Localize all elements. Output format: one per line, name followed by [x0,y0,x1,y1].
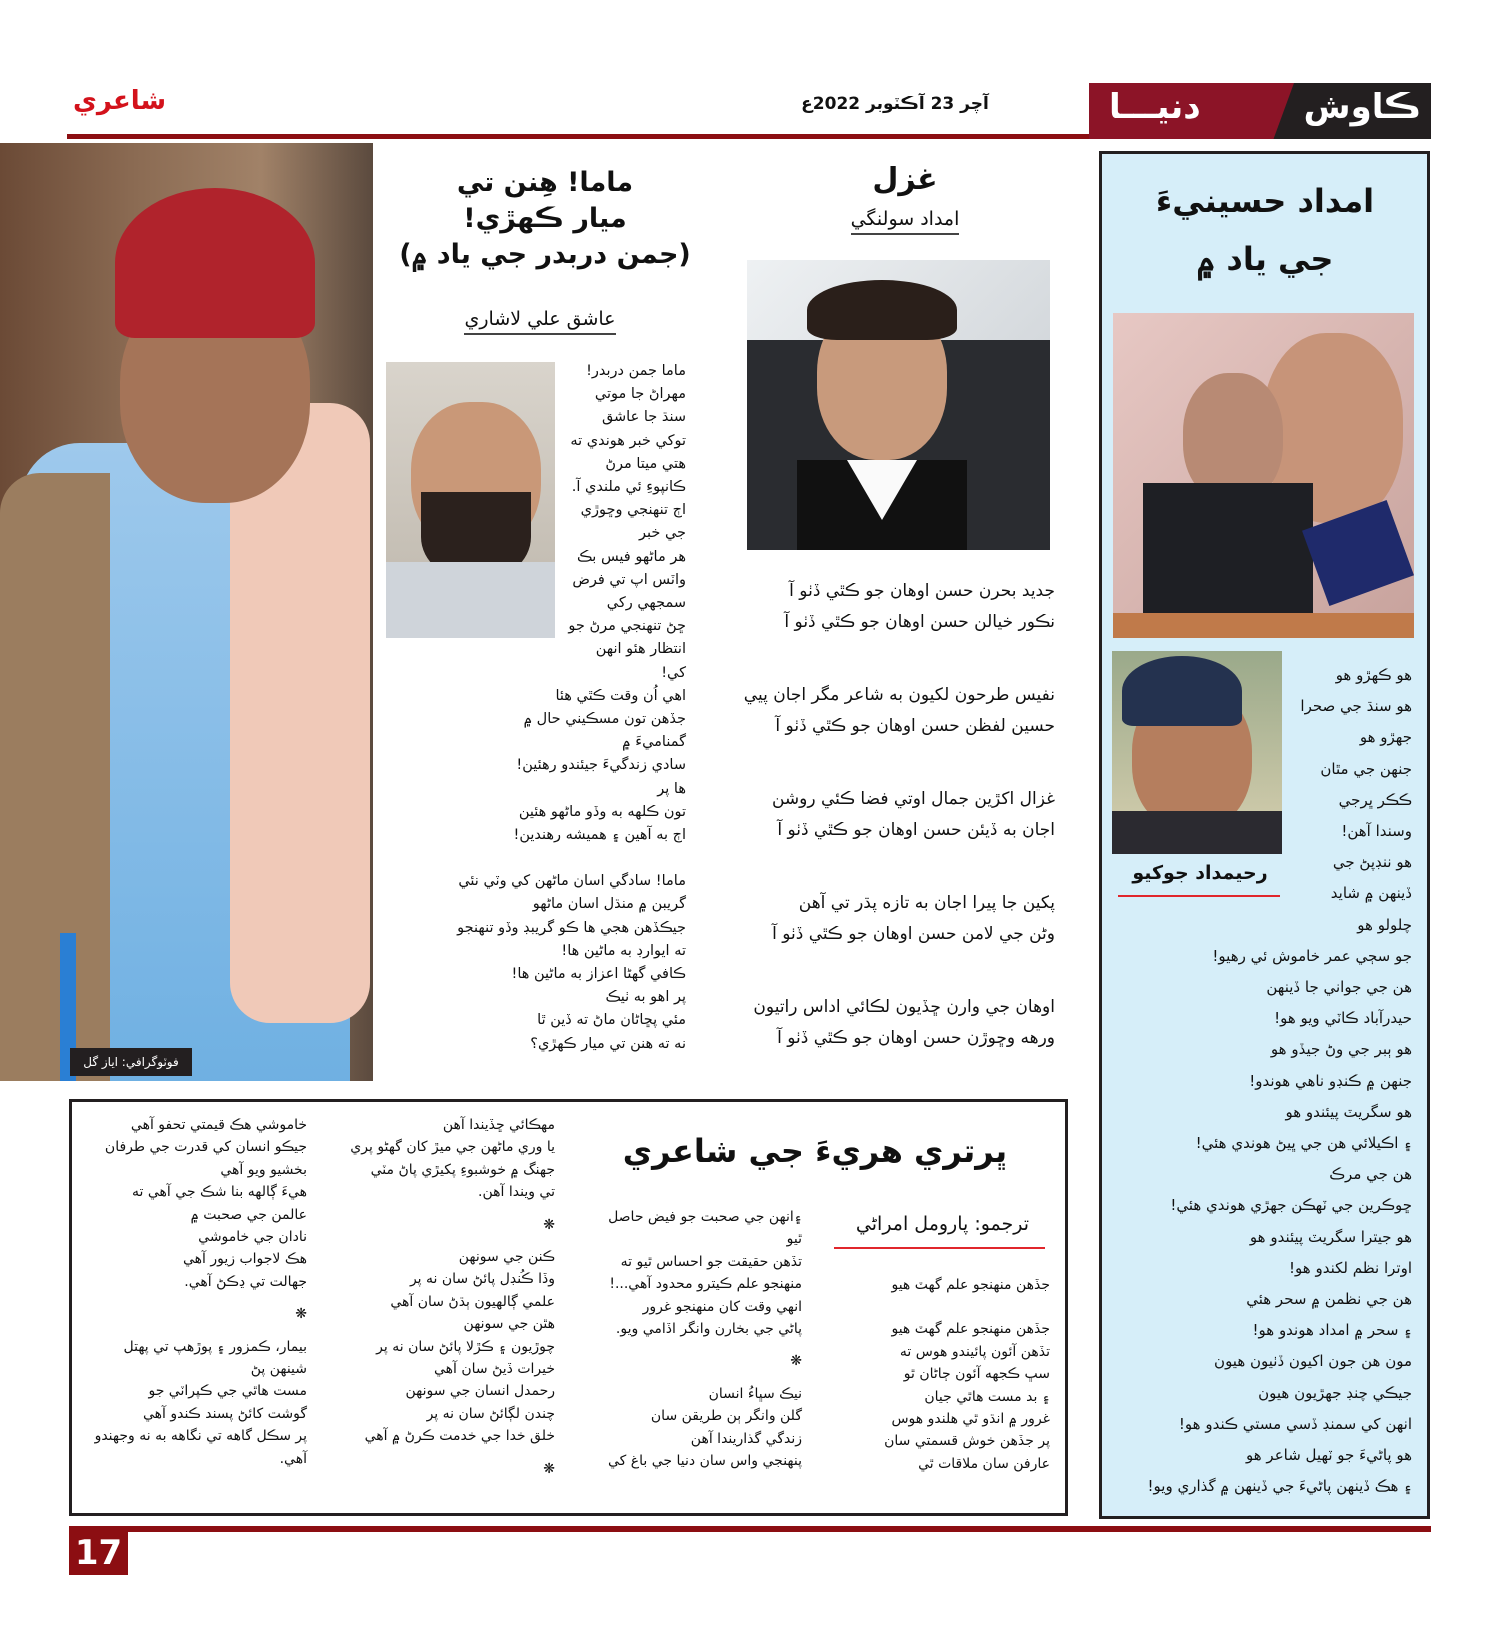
stanza [740,992,1055,1054]
imdad-poem-author: رحيمداد جوکيو [1132,862,1268,884]
poem-line: ۽ سحر ۾ امداد هوندو هو! [1252,1321,1412,1340]
poem-line: نه ته هنن تي ميار ڪهڙي؟ [530,1035,686,1052]
poem-line: جهنگ ۾ خوشبوءِ پکيڙي پاڻ مٽي [370,1161,555,1178]
poem-line: اجان به ڏيئن حسن اوهان جو ڪٿي ڏٺو آ [777,820,1055,840]
poem-line: گمناميءَ ۾ [622,734,686,751]
poem-line: نادان جي خاموشي [198,1229,307,1246]
stanza [820,1274,1050,1296]
poem-line: اوترا نظم لکندو هو! [1289,1258,1412,1277]
poem-line: تون ڪلهه به وڏو ماڻهو هئين [518,803,686,820]
translator-underline [834,1247,1045,1249]
bhartrihari-col2 [590,1206,802,1472]
imdad-title-line2: جي ياد ۾ [1196,240,1334,278]
poem-line: حسين لفظن حسن اوهان جو ڪٿي ڏٺو آ [775,716,1055,736]
stanza [1112,660,1412,1502]
poem-line: مون هن جون اکيون ڏٺيون هيون [1214,1352,1412,1371]
stanza [590,1206,802,1340]
poem-line: وڏا ڪُنڊل پائڻ سان نه پر [409,1271,555,1288]
poem-line: ۽ اڪيلائي هن جي ڀيڻ هوندي هئي! [1195,1134,1412,1153]
poem-line: انهي وقت کان منهنجو غرور [642,1298,802,1315]
poem-line: عالمن جي صحبت ۾ [190,1206,307,1223]
poem-line: جڏهن منهنجو علم گهٽ هيو [891,1277,1050,1293]
poem-line: انهن کي سمنڊ ڏسي مستي ڪندو هو! [1178,1414,1412,1433]
bhartrihari-title: ڀرتري هريءَ جي شاعري [622,1132,1008,1170]
poem-line: علمي ڳالهيون ٻڌڻ سان آهي [390,1293,555,1310]
poem-line: هو پاڻيءَ جو ٽهيل شاعر هو [1246,1446,1412,1465]
poem-line: مهڪائي ڇڏيندا آهن [442,1117,555,1133]
poem-line: حيدرآباد ڪاٽي ويو هو! [1274,1009,1412,1028]
poem-line: پکين جا پيرا اجان به تازه پڌر تي آهن [798,893,1055,913]
poem-line: ڪڪر ڀرجي [1338,790,1412,809]
poem-line: گوشت کائڻ پسند ڪندو آهي [142,1405,307,1422]
stanza-separator-icon: ❋ [543,1216,555,1233]
poem-line: واٽس اپ تي فرض [572,571,686,588]
bhartrihari-col1 [820,1274,1050,1475]
footer-divider [69,1526,1431,1532]
mama-title-line3: (جمن دربدر جي ياد ۾) [399,239,691,270]
poem-line: ڪافي گهڻا اعزاز به ماڻين ها! [511,966,686,983]
poem-line: وسندا آهن! [1341,822,1412,841]
poem-line: ته ايوارڊ به ماڻين ها! [561,942,686,959]
stanza [740,784,1055,846]
poem-line: هيءَ ڳالهه بنا شڪ جي آهي ته [131,1184,307,1201]
poem-line: نڪور خيالن حسن اوهان جو ڪٿي ڏٺو آ [784,612,1055,632]
poem-line: هو ننڊپڻ جي [1332,853,1412,872]
stanza [590,1383,802,1473]
poem-line: اهي اُن وقت ڪٿي هئا [555,687,686,704]
poem-line: ورهه وڇوڙن حسن اوهان جو ڪٿي ڏٺو آ [777,1028,1055,1048]
poem-line: عارفن سان ملاقات ٿي [918,1455,1050,1472]
imdad-hussaini-photo [1113,313,1414,638]
poem-line: هن جي نظمن ۾ سحر هئي [1246,1290,1412,1309]
mama-title-line2: ميار ڪهڙي! [463,203,627,234]
poem-line: ڇوڪرين جي ٽهڪن جهڙي هوندي هئي! [1170,1196,1412,1215]
poem-line: شينهن پڻ [250,1361,307,1378]
poem-line: خلق خدا جي خدمت ڪرڻ ۾ آهي [364,1428,555,1445]
poem-line: منهنجو علم ڪيترو محدود آهي...! [609,1276,802,1293]
stanza [340,1246,555,1448]
poem-line: هو ٻبر جي وڻ جيڏو هو [1270,1040,1412,1059]
poem-line: ماما! سادگي اسان ماڻهن کي وٽي نئي [458,873,686,890]
poem-line: پر اهو به ٺيڪ [605,989,686,1006]
imdad-poem-body [1112,660,1412,1502]
poem-line: ٿيو [786,1231,802,1248]
poem-line: جنهن ۾ ڪنڊو ناهي هوندو! [1249,1071,1412,1090]
poem-line: سادي زندگيءَ جيئندو رهئين! [516,757,686,774]
bhartrihari-col4 [90,1114,307,1470]
poem-line: ۽ هڪ ڏينهن پاڻيءَ جي ڏينهن ۾ گذاري ويو! [1147,1477,1412,1496]
poem-line: اڄ تنهنجي وڇوڙي [580,502,686,519]
poem-line: ها پر [657,780,686,797]
poem-line: اڄ به آهين ۽ هميشه رهندين! [513,827,686,844]
poem-line: خيرات ڏيڻ سان آهي [433,1361,555,1378]
poem-line: ۽انهن جي صحبت جو فيض حاصل [608,1209,802,1225]
masthead-kawish: ڪاوش [1303,87,1421,127]
poem-line: خاموشي هڪ قيمتي تحفو آهي [130,1117,307,1133]
poem-line: ڪانپوءِ ئي ملندي آ. [571,479,686,496]
poem-line: جهڙو هو [1359,728,1412,747]
poem-line: جي خبر [639,525,686,542]
poem-line: ڪنن جي سونهن [458,1249,555,1266]
poem-line: هن جي مرڪ [1329,1165,1412,1184]
mama-author: عاشق علي لاشاري [440,308,640,330]
mama-title-line1: ماما! هِنن تي [456,167,634,198]
poem-line: غزال اکڙين جمال اوتي فضا ڪئي روشن [771,789,1055,809]
mama-poem-body [440,360,686,1079]
poem-line: بخشيو ويو آهي [220,1161,307,1178]
poem-line: توکي خبر هوندي ته [570,432,686,449]
section-title: شاعري [73,86,167,116]
poem-line: چوڙيون ۽ ڪڙلا پائڻ سان نه پر [376,1338,555,1355]
poem-line: جيڪڏهن هجي ها ڪو گريبڊ وڏو تنهنجو [457,919,686,936]
translator-credit: ترجمو: پارومل امراڻي [855,1213,1030,1235]
stanza-separator-icon: ❋ [543,1460,555,1477]
poem-line: هن جي جواني جا ڏينهن [1266,978,1412,997]
header-divider [67,134,1089,139]
bhartrihari-col3 [340,1114,555,1490]
poem-line: تڏهن حقيقت جو احساس ٿيو ته [620,1253,802,1270]
stanza [740,576,1055,638]
page-number: 17 [69,1531,128,1575]
stanza [340,1114,555,1204]
poem-line: تڏهن آئون پائيندو هوس ته [899,1343,1050,1360]
poem-line: ۽ بد مست هاٿي جيان [924,1388,1050,1405]
poem-line: سمجهي رکي [606,595,686,612]
poem-line: پر سڪل گاهه تي نگاهه به نه وجهندو [94,1428,307,1445]
imdad-title [1105,172,1425,288]
poem-line: نفيس طرحون لکيون به شاعر مگر اجان پيي [743,685,1055,705]
stanza [820,1318,1050,1475]
poem-line: سنڌ جا عاشق [601,409,686,426]
author-imdad-soomro-photo [747,260,1050,550]
stanza [440,870,686,1056]
stanza-separator-icon: ❋ [790,1353,802,1370]
poem-line: ڇڻ تنهنجي مرڻ جو [568,618,686,635]
poem-line: پنهنجي واس سان دنيا جي باغ کي [607,1453,802,1470]
poem-line: چندن لڳائڻ سان نه پر [426,1405,555,1422]
poem-line: پر جڏهن خوش قسمتي سان [884,1433,1050,1450]
poem-line: هو جيترا سگريٽ پيئندو هو [1249,1227,1412,1246]
poem-line: رحمدل انسان جي سونهن [405,1383,555,1400]
poem-line: سڀ ڪجهه آئون ڄاڻان ٿو [903,1366,1050,1383]
poem-line: پاڻي جي بخارن وانگر اڏامي ويو. [615,1321,802,1338]
stanza-separator-icon: ❋ [295,1306,307,1323]
poem-line: هو سگريٽ پيئندو هو [1285,1102,1412,1121]
poem-line: گريبن ۾ منڌل اسان ماڻهو [532,896,686,913]
poem-line: مست هاٿي جي ڪپراٽي جو [148,1383,307,1400]
poem-line: مئي پڇاڻان ماڻ ته ڏين ٿا [537,1012,686,1029]
stanza [90,1336,307,1470]
poem-line: جهالت تي ڍڪڻ آهي. [184,1273,307,1290]
imdad-title-line1: امداد حسينيءَ [1155,182,1375,220]
poem-line: چلولو هو [1357,915,1412,934]
poem-line: انتظار هئو انهن [595,641,686,658]
ghazal-title: غزل [872,162,938,197]
masthead-dunya: دنيـــا [1109,87,1201,127]
poem-line: غرور ۾ انڌو ٿي هلندو هوس [891,1411,1050,1428]
poem-line: مهراڻ جا موتي [594,386,686,403]
poem-line: گلن وانگر ٻن طريقن سان [650,1408,802,1425]
poem-line: هو ڪهڙو هو [1335,666,1412,684]
poem-line: هتي ميتا مرڻ [605,455,686,472]
ghazal-body [740,576,1055,1096]
stanza [740,888,1055,950]
poem-line: تي ويندا آهن. [478,1184,555,1201]
poem-line: آهي. [279,1450,307,1467]
poem-line: اوهان جي وارن ڇڏيون لڪائي اداس راتيون [753,997,1055,1017]
photo-credit: فوٽوگرافي: اياز گل [70,1048,192,1076]
poem-line: جديد بحرن حسن اوهان جو ڪٿي ڏٺو آ [789,581,1055,601]
poem-line: جيڪو انسان کي قدرت جي طرفان [104,1139,307,1156]
poem-line: هر ماڻهو فيس بڪ [577,548,686,565]
poem-line: بيمار، ڪمزور ۽ پوڙهپ تي پهتل [123,1338,307,1355]
stanza [740,680,1055,742]
mama-poem-title [390,165,700,273]
poem-line: هڪ لاجواب زيور آهي [182,1251,307,1268]
masthead-logo [1089,83,1431,139]
old-man-photo [0,143,373,1081]
poem-line: زندگي گذاريندا آهن [690,1430,802,1447]
poem-line: هو سنڌ جي صحرا [1300,697,1412,716]
stanza [90,1114,307,1293]
stanza [440,360,686,847]
poem-line: يا وري ماڻهن جي ميڙ کان گهڻو پري [350,1139,555,1156]
poem-line: جڏهن تون مسڪيني حال ۾ [523,711,686,728]
poem-line: وڻن جي لامن حسن اوهان جو ڪٿي ڏٺو آ [772,924,1055,944]
issue-date: آچر 23 آڪٽوبر 2022ع [801,94,989,114]
ghazal-author: امداد سولنگي [820,208,990,230]
poem-line: جڏهن منهنجو علم گهٽ هيو [891,1321,1050,1338]
poem-line: جو سڄي عمر خاموش ئي رهيو! [1212,946,1412,965]
poem-line: ماما جمن دربدر! [586,363,686,379]
poem-line: ڏينهن ۾ شايد [1330,884,1412,903]
poem-line: نيڪ سڀاءُ انسان [708,1385,802,1402]
poem-line: جنهن جي مٿان [1320,759,1412,778]
poem-line: جيڪي چنڊ جهڙيون هيون [1258,1383,1412,1402]
poem-line: هٿن جي سونهن [463,1316,555,1333]
poem-line: کي! [661,664,686,681]
